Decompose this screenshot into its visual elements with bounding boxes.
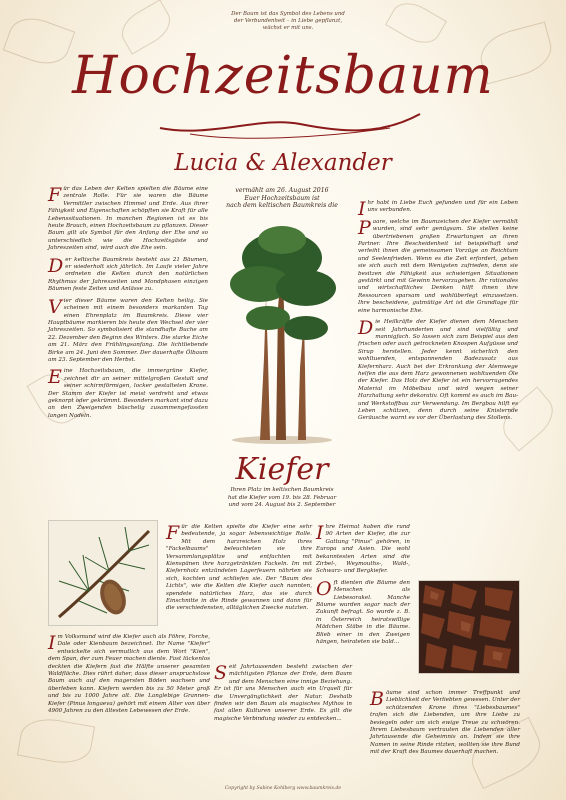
pine-bark-photo	[418, 580, 520, 674]
wedding-line-3: nach dem keltischen Baumkreis die	[226, 202, 338, 210]
paragraph-love-oracle: Oft dienten die Bäume den Menschen als Liebesorakel. Manche Bäume wurden sogar nach der Zukunft befragt. So wurde z. B. in Österreich heiratswillige Mädchen Stäbe in die Bäume. Blieb einer in den Zweigen hängen, heirateten sie bald...	[316, 577, 410, 646]
copyright-footer: Copyright by Sabine Kohlberg www.baumkreis.de	[224, 786, 342, 791]
couple-names: Lucia & Alexander	[174, 150, 392, 176]
middle-text-column	[166, 524, 312, 617]
left-bottom-text	[48, 634, 210, 719]
leaf-ornament	[17, 714, 95, 768]
paragraph-tree-relation: Seit Jahrtausenden besteht zwischen der mächtigsten Pflanze der Erde, dem Baum und dem Menschen eine innige Beziehung. Er ist für uns Menschen auch ein Urquell für die Unvergänglichkeit der Natur. Deshalb finden wir den Baum als magisches Mythos in fast allen Kulturen unserer Erde. Es gilt die magische Verbindung wieder zu entdecken...	[214, 662, 352, 722]
paragraph-pine-names: Im Volksmund wird die Kiefer auch als Föhre, Forche, Dale oder Kienbaum bezeichnet. Ihr Name "Kiefer" entwickelte sich vermutlich aus dem Wort "Kien", dem Span, der zum Feuer machen diente. Fast lückenlos deckten die Kiefern fast die Hälfte unserer gesamten Waldfläche. Dies rührt daher, dass dieser anspruchslose Baum auch auf den magersten Böden wachsen und überleben kann. Kiefern werden bis zu 50 Meter groß und bis zu 1000 Jahre alt. Die Langlebige Grannen-Kiefer (Pinus longaeva) gehört mit einem Alter von über 4900 Jahren zu den ältesten Lebewesen der Erde.	[48, 632, 210, 715]
wedding-info	[212, 187, 352, 210]
paragraph-love-dedication: Ihr habt in Liebe Euch gefunden und für ein Leben uns verbunden.	[358, 198, 518, 220]
paragraph-meeting-point: Bäume sind schon immer Treffpunkt und Lieblichkeit der Verliebten gewesen. Unter der schützenden Krone ihres "Liebesbaumes" trafen sich die Liebenden, um ihre Liebe zu besiegeln oder um sich ewige Treue zu schwören. Ihrem Liebesbaum vertrauten die Liebenden aller Jahrtausende die Geheimnis an. Indem sie ihre Namen in seine Rinde ritzten, wollten sie ihre Bund mit der Kraft des Baumes dauerhaft machen.	[370, 688, 520, 756]
paragraph-pine-species: Ihre Heimat haben die rund 90 Arten der Kiefer, die zur Gattung "Pinus" gehören, in Europa und Asien. Die wohl bekanntesten Arten sind die Zirbel-, Weymouths-, Wald-, Schwarz- und Bergkiefer.	[316, 522, 410, 575]
tree-caption	[226, 487, 338, 510]
title-swirl-ornament	[150, 108, 430, 142]
right-middle-text	[316, 524, 410, 651]
top-dedication-note: Der Baum ist das Symbol des Lebens und der Verbundenheit – in Liebe gepflanzt, wächst er mit uns.	[231, 11, 345, 31]
tree-name: Kiefer	[235, 452, 329, 487]
tree-caption-line-3: und vom 24. August bis 2. September	[228, 502, 336, 509]
paragraph-celts-trees: Für das Leben der Kelten spielten die Bäume eine zentrale Rolle. Für sie waren die Bäume Vermittler zwischen Himmel und Erde. Aus ihrer Fähigkeit und Eigenschaften schöpften sie Kraft für alle Lebenssituationen. In manchen Regionen ist es bis heute Brauch, einen Hochzeitsbaum zu pflanzen. Dieser Baum gilt als Symbol für den Anfang der Ehe und so unterschiedlich wie die Hochzeitsgäste und Jahreszeiten sind, wird auch die Ehe sein.	[48, 184, 208, 252]
leaf-ornament	[385, 0, 447, 51]
paragraph-pine-shape: Eine Hochzeitsbaum, die immergrüne Kiefer, zeichnet dir an seiner mittelgroßen Gestalt und seiner schirmförmigen, locker gestalteten Krone. Der Stamm der Kiefer ist meist verdreht und etwas geknorpt oder gekrümmt. Besonders markant sind dazu an den Zweigenden büschelig zusammengefassten langen Nadeln.	[48, 366, 208, 419]
pine-branch-drawing	[48, 520, 158, 626]
tree-caption-line-1: Ihren Platz im keltischen Baumkreis	[230, 487, 334, 493]
right-bottom-text	[370, 690, 520, 761]
left-text-column	[48, 186, 208, 424]
pine-tree-drawing	[220, 218, 344, 444]
paragraph-tree-circle: Der keltische Baumkreis besteht aus 21 Bäumen, er wiederholt sich jährlich. Im Laufe vieler Jahre ordneten die Kelten durch den natürlichen Rhythmus der Jahreszeiten und Mondphasen einzigen Bäumen feste Zeiten und Anlässe zu.	[48, 254, 208, 293]
wedding-date: vermählt am 26. August 2016	[235, 187, 329, 194]
page-title: Hochzeitsbaum	[72, 46, 494, 106]
paragraph-couples: Paare, welche im Baumzeichen der Kiefer vermählt wurden, sind sehr genügsam. Sie stellen keine übertriebenen großen Erwartungen an ihren Partner. Ihre Bescheidenheit ist beispielhaft und verleiht ihnen die gemeinsamen Vorzüge an Reichtum und Seelenfrieden. Wenn es die Zeit erfordert, gehen sie sich auch mit dem Wenigsten zufrieden, denn sie besitzen die Fähigkeit aus schwierigen Situationen gestärkt und mit Gewinn hervorzugehen. Ihr rationales und wirtschaftliches Denken hilft ihnen ihre Ressourcen sparsam und wohlüberlegt einzusetzen. Ihre bescheidene, gutmütige Art ist die Grundlage für eine harmonische Ehe.	[358, 216, 518, 314]
wedding-line-2: Euer Hochzeitsbaum ist	[244, 194, 320, 202]
middle-bottom-text	[214, 664, 352, 727]
right-text-column	[358, 200, 518, 427]
tree-caption-line-2: hat die Kiefer vom 19. bis 28. Februar	[227, 494, 337, 501]
paragraph-holy-trees: Vier dieser Bäume waren den Kelten heilig. Sie scheinen mit einem besonders markanten Tag einen Ehrenplatz im Baumkreis. Diese vier Hauptbäume markieren bis heute den Wechsel der vier Jahreszeiten. So symbolisiert die standhafte Buche am 22. Dezember den Beginn des Winters. Die starke Eiche am 21. März den Frühlingsanfang. Die lichtliebende Birke am 24. Juni den Sommer. Der dauerhafte Ölbaum am 23. September den Herbst.	[48, 295, 208, 363]
paragraph-healing: Die Heilkräfte der Kiefer dienen dem Menschen seit Jahrhunderten und sind vielfältig und mannigfach. So lassen sich zum Beispiel aus den frischen oder auch getrockneten Knospen Aufgüsse und Sirup herstellen. Jeder kennt sicherlich den wohltuenden, entspannenden Badezusatz aus Kiefernharz. Auch bei der Erkrankung der Atemwege helfen die aus dem Harz gewonnenen wohltuenden Öle der Kiefer. Das Holz der Kiefer ist ein hervorragendes Material im Möbelbau und wird wegen seiner Harzhaltung sehr dekorativ. Oft kommt es auch im Bau- und Werkstoffbau zur Verwendung. Im Bergbau hilft es Leben schützen, denn durch seine Knisternde Geräusche warnt es vor der Überlastung des Stollens.	[358, 317, 518, 422]
paragraph-celts-pine: Für die Kelten spielte die Kiefer eine sehr bedeutende, ja sogar lebenswichtige Rolle. Mit dem harzreichen Holz ihres "Fackelbaums" beleuchteten sie ihre Versammlungsplätze und entfachten mit Kienspänen ihre harzgetränkten Fackeln. Im mit Kiefernholz entzündeten Lagerfeuern nährten sie sich, kochten und schliefen sie. Der "Baum des Lichts", wie die Kelten die Kiefer auch nannten, spendete natürliches Harz, das sie durch Einschnitte in die Rinde gewannen und dann für die verschiedensten, alltäglichen Zwecke nutzten.	[166, 522, 312, 612]
